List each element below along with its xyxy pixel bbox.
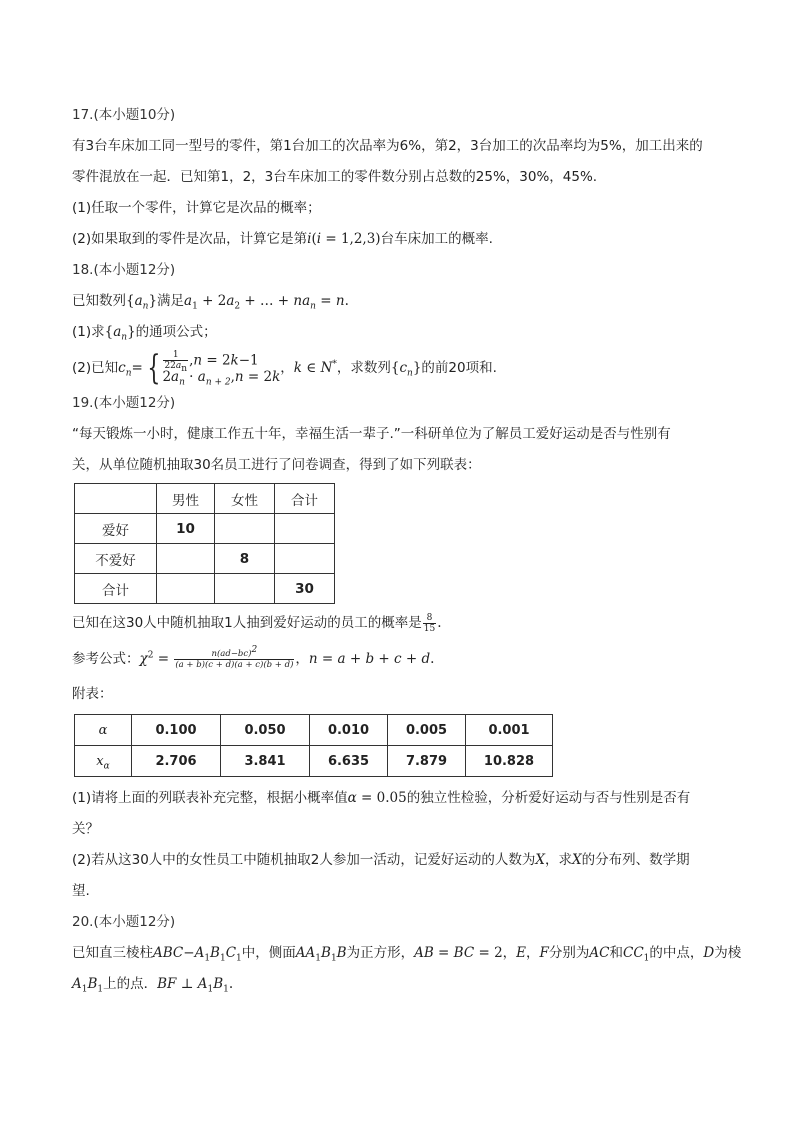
q18-part1: (1)求$\{a_n\}$的通项公式； bbox=[72, 324, 217, 343]
q18-line1: 已知数列$\{a_n\}$满足$a_1 + 2a_2$ + … + $na_n = n$. bbox=[72, 293, 349, 312]
q19-line2: 关，从单位随机抽取30名员工进行了问卷调查，得到了如下列联表： bbox=[72, 457, 481, 473]
q19-line1: “每天锻炼一小时，健康工作五十年，幸福生活一辈子.”一科研单位为了解员工爱好运动是否与性别有 bbox=[72, 426, 671, 442]
q17-header: 17.(本小题10分) bbox=[72, 107, 176, 123]
q18-part2: (2)已知$c_n=$ { $\frac{1}{22a_n}$ ,n = 2k−1 $2a_n \cdot a_{n + 2},n = 2k$ ，k ∈ N*，求数列$\{c_n\}$的前20项和. bbox=[72, 348, 497, 388]
q19-appendix-label: 附表： bbox=[72, 686, 113, 702]
q20-header: 20.(本小题12分) bbox=[72, 914, 176, 930]
content bbox=[72, 100, 742, 1000]
q17-part2: (2)如果取到的零件是次品，计算它是第i(i = 1,2,3)台车床加工的概率. bbox=[72, 231, 493, 247]
q20-line2: $A_1B_1$上的点．BF ⊥ $A_1B_1$. bbox=[72, 976, 234, 995]
contingency-table bbox=[74, 483, 335, 604]
table-row: 合计 30 bbox=[75, 574, 335, 604]
q17-part1: (1)任取一个零件，计算它是次品的概率； bbox=[72, 200, 321, 216]
q19-part2-cont: 望. bbox=[72, 883, 90, 899]
table-row: 男性 女性 合计 bbox=[75, 484, 335, 514]
q19-part1-cont: 关？ bbox=[72, 821, 99, 837]
table-row: $x_\alpha$ 2.706 3.841 6.635 7.879 10.828 bbox=[75, 746, 553, 777]
piecewise-formula: { $\frac{1}{22a_n}$ ,n = 2k−1 $2a_n \cdot a_{n + 2},n = 2k$ bbox=[147, 348, 281, 388]
q19-prob-line: 已知在这30人中随机抽取1人抽到爱好运动的员工的概率是 $\frac{8}{15}$ . bbox=[72, 612, 442, 634]
q17-line2: 零件混放在一起．已知第1，2，3台车床加工的零件数分别占总数的25%，30%，45%. bbox=[72, 169, 598, 185]
table-row: 不爱好 8 bbox=[75, 544, 335, 574]
q17-line1: 有3台车床加工同一型号的零件，第1台加工的次品率为6%，第2，3台加工的次品率均为5%，加工出来的 bbox=[72, 138, 703, 154]
q19-header: 19.(本小题12分) bbox=[72, 395, 176, 411]
q19-part1: (1)请将上面的列联表补充完整，根据小概率值α = 0.05的独立性检验，分析爱好运动与否与性别是否有 bbox=[72, 790, 691, 806]
q18-header: 18.(本小题12分) bbox=[72, 262, 176, 278]
q19-part2: (2)若从这30人中的女性员工中随机抽取2人参加一活动，记爱好运动的人数为X，求X的分布列、数学期 bbox=[72, 852, 690, 868]
table-row: 爱好 10 bbox=[75, 514, 335, 544]
table-row: α 0.100 0.050 0.010 0.005 0.001 bbox=[75, 715, 553, 746]
q20-line1: 已知直三棱柱$ABC-A_1B_1C_1$中，侧面$AA_1B_1B$为正方形，AB = BC = 2，E，F分别为AC和$CC_1$的中点，D为棱 bbox=[72, 945, 742, 964]
critical-value-table bbox=[74, 714, 553, 777]
q19-formula: 参考公式：$\chi^2$ = $\frac{n(ad-bc)^2}{(a + b)(c + d)(a + c)(b + d)}$ ，n = a + b + c + d. bbox=[72, 644, 435, 670]
